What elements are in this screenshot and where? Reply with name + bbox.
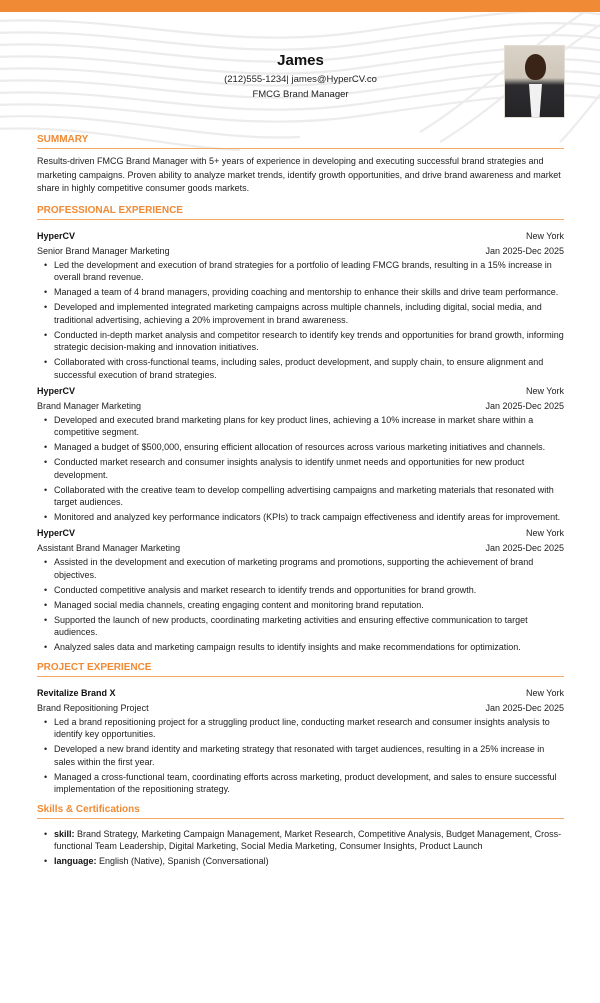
summary-text: Results-driven FMCG Brand Manager with 5+ years of experience in developing and executing successful brand strategies and marketing campaigns. Proven ability to analyze market trends, identify growth opportunities, and drive brand awareness and market share in highly competitive consumer goods markets. xyxy=(37,156,561,193)
bullet-item: • Collaborated with cross-functional teams, including sales, product development, and supply chain, to ensure alignment and successful execution of brand strategies. xyxy=(44,356,564,381)
contact-info: (212)555-1234| james@HyperCV.co xyxy=(224,74,377,85)
entry-org: HyperCV xyxy=(37,230,76,241)
resume-page xyxy=(37,12,564,874)
skill-item xyxy=(44,828,564,853)
entry-location: New York xyxy=(525,687,564,698)
projects-section xyxy=(37,662,564,796)
entry-location: New York xyxy=(525,230,564,241)
candidate-name: James xyxy=(277,52,324,69)
profile-photo xyxy=(504,45,565,118)
resume-header xyxy=(37,12,564,134)
entry-dates: Jan 2025-Dec 2025 xyxy=(485,245,564,256)
entry-dates: Jan 2025-Dec 2025 xyxy=(485,702,564,713)
entry-location: New York xyxy=(525,528,564,538)
bullet-item: • Led the development and execution of brand strategies for a portfolio of leading FMCG brands, resulting in a 15% increase in overall brand revenue. xyxy=(44,259,564,284)
experience-section xyxy=(37,205,564,654)
bullet-item: • Developed a new brand identity and marketing strategy that resonated with target audiences, resulting in a 25% increase in sales within the first year. xyxy=(44,743,564,768)
skills-section xyxy=(37,804,564,868)
photo-shirt-shape xyxy=(529,84,542,118)
experience-entry xyxy=(37,229,564,382)
skill-label: skill: xyxy=(54,828,75,839)
photo-head-shape xyxy=(525,54,546,80)
experience-entry xyxy=(37,526,564,654)
section-heading-experience: PROFESSIONAL EXPERIENCE xyxy=(37,205,564,220)
bullet-item: • Monitored and analyzed key performance indicators (KPIs) to track campaign effectiveness and identify areas for improvement. xyxy=(44,511,564,524)
candidate-title: FMCG Brand Manager xyxy=(252,89,349,100)
entry-org: Revitalize Brand X xyxy=(37,687,116,698)
section-heading-projects: PROJECT EXPERIENCE xyxy=(37,662,564,677)
bullet-item: • Managed a budget of $500,000, ensuring efficient allocation of resources across various marketing initiatives and channels. xyxy=(44,441,564,454)
bullet-item: • Assisted in the development and execution of marketing programs and promotions, supporting the achievement of brand objectives. xyxy=(44,556,564,581)
section-heading-summary: SUMMARY xyxy=(37,134,564,149)
bullet-item: • Conducted in-depth market analysis and competitor research to identify key trends and opportunities for brand growth, informing strategic decision-making and innovation initiatives. xyxy=(44,329,564,354)
entry-role: Brand Manager Marketing xyxy=(37,400,142,411)
language-label: language: xyxy=(54,856,97,866)
top-accent-bar xyxy=(0,0,600,12)
entry-role: Senior Brand Manager Marketing xyxy=(37,245,170,256)
entry-location: New York xyxy=(525,385,564,396)
bullet-item: • Conducted competitive analysis and market research to identify trends and opportunities for brand growth. xyxy=(44,584,564,597)
entry-org: HyperCV xyxy=(37,385,76,396)
bullet-item: • Developed and executed brand marketing plans for key product lines, achieving a 10% increase in market share within a competitive segment. xyxy=(44,414,564,439)
project-entry xyxy=(37,686,564,796)
entry-dates: Jan 2025-Dec 2025 xyxy=(485,400,564,411)
entry-dates: Jan 2025-Dec 2025 xyxy=(485,543,564,553)
summary-section xyxy=(37,134,564,196)
skill-value: Brand Strategy, Marketing Campaign Management, Market Research, Competitive Analysis, Budget Management, Cross-functional Team Leadership, Digital Marketing, Social Media Marketing, Consumer Insights, Product Launch xyxy=(54,828,562,851)
bullet-item: • Managed social media channels, creating engaging content and monitoring brand reputation. xyxy=(44,599,564,612)
language-value: English (Native), Spanish (Conversational) xyxy=(99,856,269,866)
entry-role: Brand Repositioning Project xyxy=(37,702,149,713)
bullet-item: • Led a brand repositioning project for a struggling product line, conducting market research and consumer insights analysis to identify key opportunities. xyxy=(44,716,564,741)
language-item xyxy=(44,855,564,868)
bullet-item: • Analyzed sales data and marketing campaign results to identify insights and make recommendations for optimization. xyxy=(44,641,564,654)
entry-role: Assistant Brand Manager Marketing xyxy=(37,543,181,553)
bullet-item: • Collaborated with the creative team to develop compelling advertising campaigns and marketing materials that resonated with target audiences. xyxy=(44,484,564,509)
experience-entry xyxy=(37,384,564,524)
bullet-item: • Managed a cross-functional team, coordinating efforts across marketing, product development, and sales to ensure successful implementation of the repositioning strategy. xyxy=(44,771,564,796)
bullet-item: • Supported the launch of new products, coordinating marketing activities and ensuring effective communication to target audiences. xyxy=(44,614,564,639)
bullet-item: • Developed and implemented integrated marketing campaigns across multiple channels, including digital, social media, and traditional advertising, achieving a 20% improvement in brand awareness. xyxy=(44,301,564,326)
entry-org: HyperCV xyxy=(37,528,76,538)
bullet-item: • Managed a team of 4 brand managers, providing coaching and mentorship to enhance their skills and drive team performance. xyxy=(44,286,564,299)
section-heading-skills: Skills & Certifications xyxy=(37,804,564,819)
bullet-item: • Conducted market research and consumer insights analysis to identify unmet needs and opportunities for new product development. xyxy=(44,456,564,481)
